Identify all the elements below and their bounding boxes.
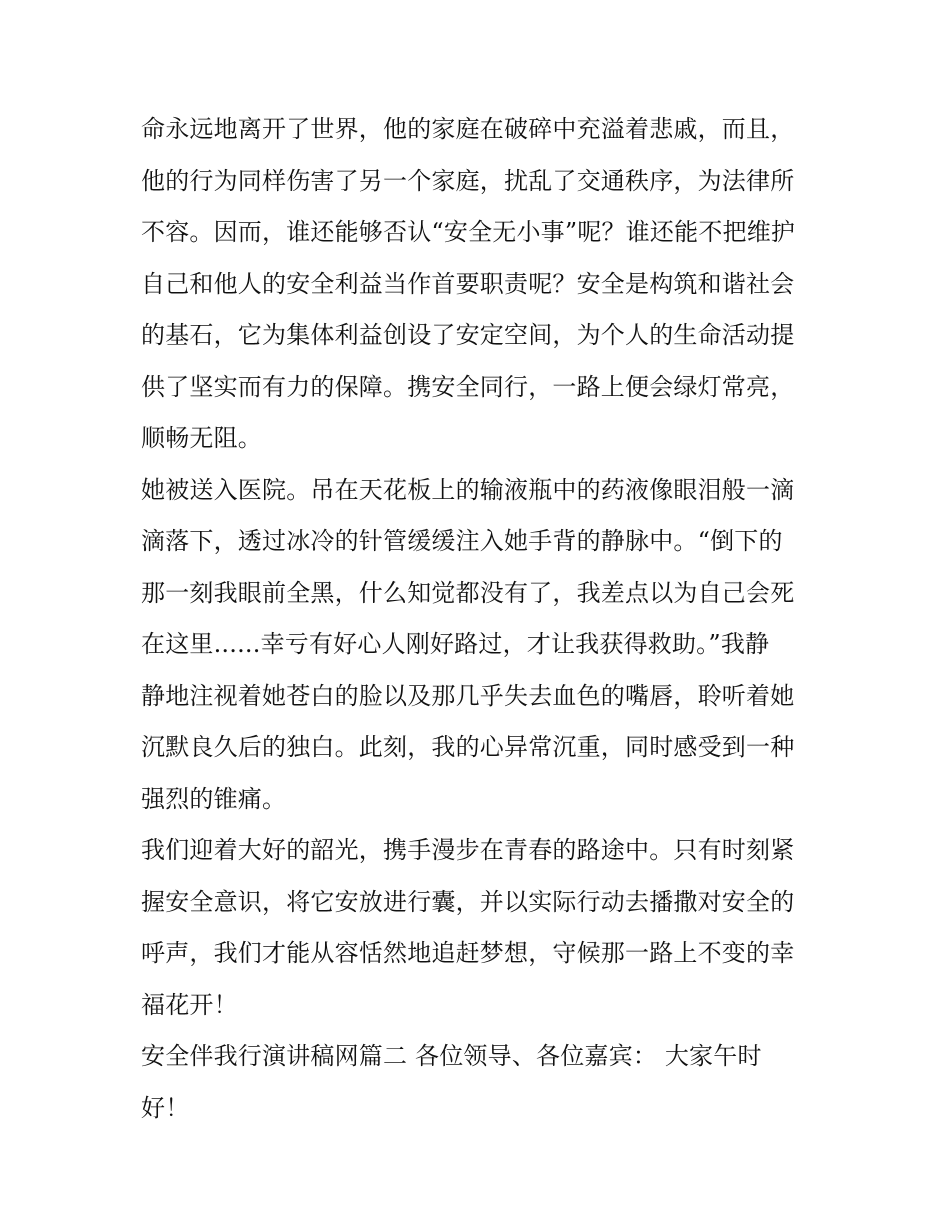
text-line: 在这里......幸亏有好心人刚好路过，才让我获得救助。”我静 (141, 630, 770, 658)
text-line: 他的行为同样伤害了另一个家庭，扰乱了交通秩序，为法律所 (141, 166, 795, 195)
text-line: 那一刻我眼前全黑，什么知觉都没有了，我差点以为自己会死 (141, 578, 795, 607)
text-line: 沉默良久后的独白。此刻，我的心异常沉重，同时感受到一种 (141, 733, 795, 761)
text-line: 命永远地离开了世界，他的家庭在破碎中充溢着悲戚，而且， (141, 115, 795, 143)
text-line: 顺畅无阻。 (141, 424, 262, 452)
text-line: 的基石，它为集体利益创设了安定空间，为个人的生命活动提 (141, 321, 795, 349)
text-line: 静地注视着她苍白的脸以及那几乎失去血色的嘴唇，聆听着她 (141, 681, 795, 710)
paragraph-1 (141, 104, 821, 465)
paragraph-4 (141, 1031, 821, 1134)
text-line: 握安全意识，将它安放进行囊，并以实际行动去播撒对安全的 (141, 887, 795, 916)
text-line: 她被送入医院。吊在天花板上的输液瓶中的药液像眼泪般一滴 (141, 475, 795, 504)
document-body (141, 104, 821, 1134)
paragraph-2 (141, 465, 821, 826)
text-line: 滴落下，透过冰冷的针管缓缓注入她手背的静脉中。“倒下的 (141, 527, 783, 555)
text-line: 自己和他人的安全利益当作首要职责呢？安全是构筑和谐社会 (141, 269, 795, 298)
text-line: 好！ (141, 1093, 190, 1122)
paragraph-3 (141, 825, 821, 1031)
text-line: 供了坚实而有力的保障。携安全同行，一路上便会绿灯常亮， (141, 372, 795, 401)
text-line: 福花开！ (141, 990, 238, 1019)
text-line: 呼声，我们才能从容恬然地追赶梦想，守候那一路上不变的幸 (141, 939, 795, 967)
text-line: 我们迎着大好的韶光，携手漫步在青春的路途中。只有时刻紧 (141, 836, 795, 864)
text-line: 安全伴我行演讲稿网篇二 各位领导、各位嘉宾： 大家午时 (141, 1042, 762, 1070)
text-line: 强烈的锥痛。 (141, 784, 287, 813)
text-line: 不容。因而，谁还能够否认“安全无小事”呢？谁还能不把维护 (141, 218, 796, 246)
